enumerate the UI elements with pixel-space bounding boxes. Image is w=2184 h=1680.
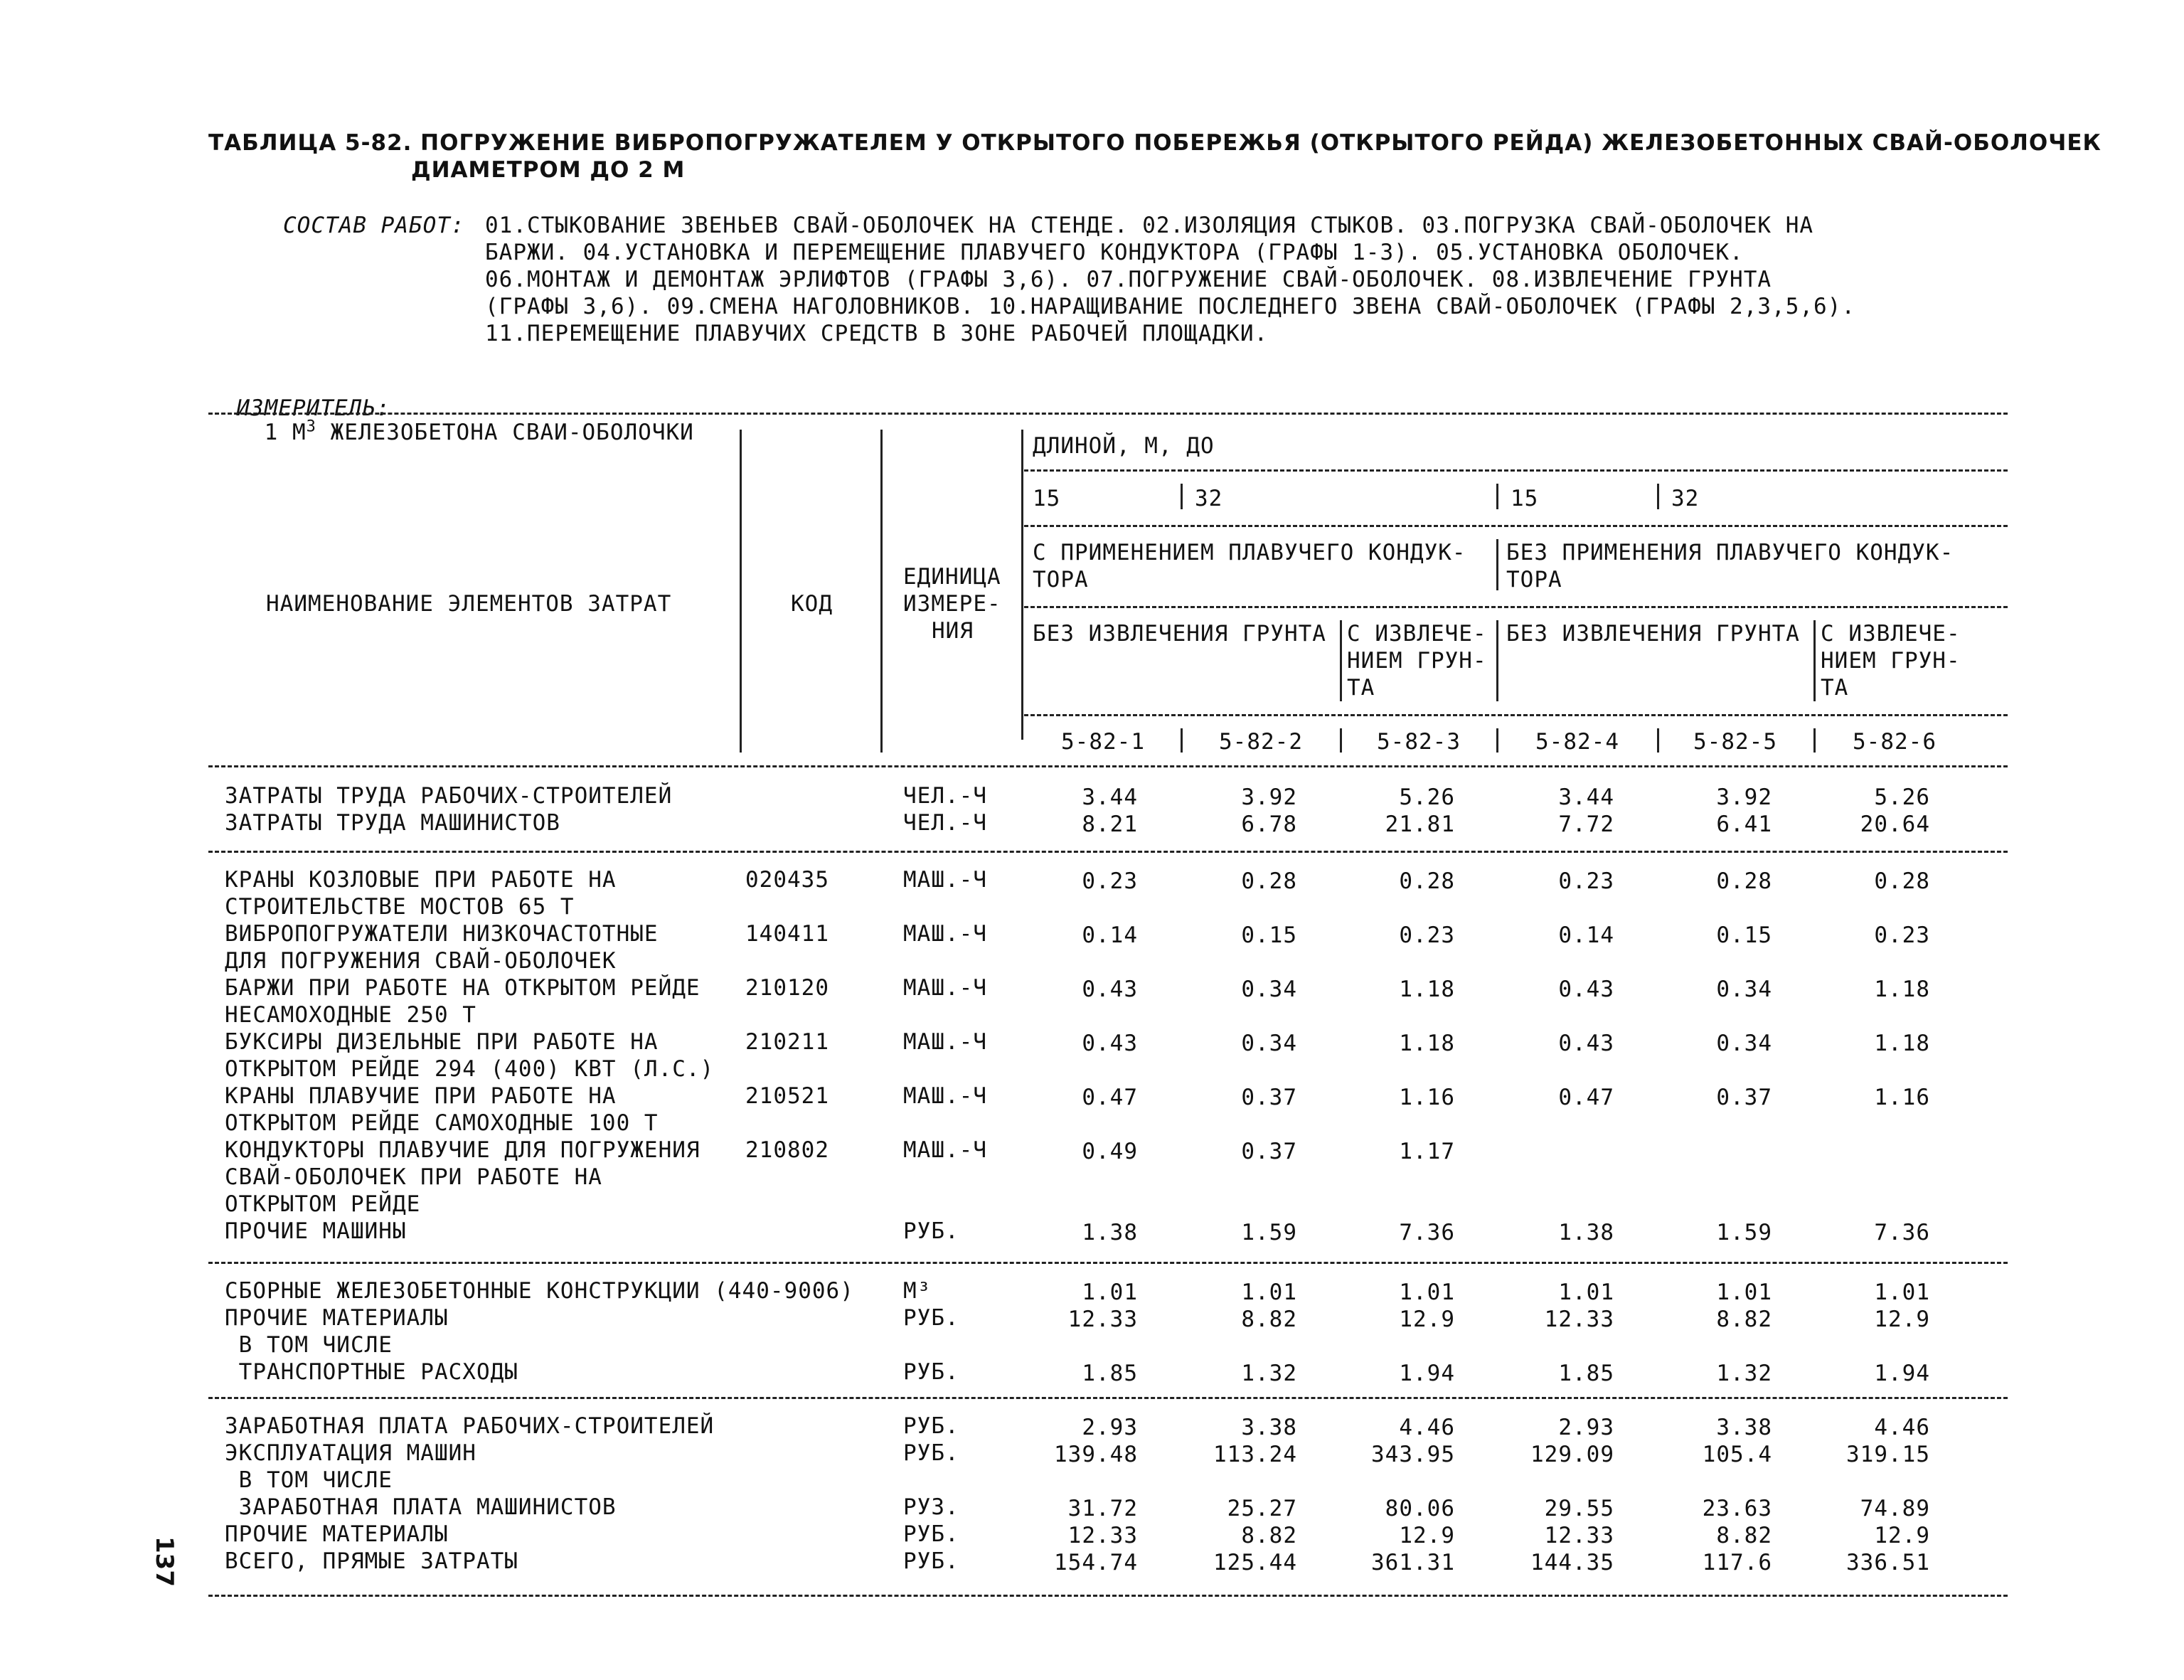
no-extraction-header: БЕЗ ИЗВЛЕЧЕНИЯ ГРУНТА <box>1033 621 1326 647</box>
cell-value: 1.32 <box>1716 1361 1772 1386</box>
cell-value: 8.82 <box>1241 1523 1297 1548</box>
cell-value: 154.74 <box>1054 1550 1138 1575</box>
section-rule <box>208 1595 2008 1597</box>
with-extraction-header: НИЕМ ГРУН- <box>1347 648 1487 674</box>
code-unit-separator <box>880 430 883 753</box>
cell-value: 0.34 <box>1241 977 1297 1002</box>
cell-value: 125.44 <box>1213 1550 1297 1575</box>
row-unit: РУБ. <box>903 1548 959 1574</box>
cell-value: 25.27 <box>1227 1496 1297 1521</box>
section-rule <box>208 1397 2008 1399</box>
table-title-line2: ДИАМЕТРОМ ДО 2 М <box>411 157 686 183</box>
cell-value: 1.85 <box>1082 1361 1138 1386</box>
column-code: 5-82-2 <box>1219 729 1303 755</box>
cell-value: 336.51 <box>1846 1550 1930 1575</box>
sostav-line: 01.СТЫКОВАНИЕ ЗВЕНЬЕВ СВАЙ-ОБОЛОЧЕК НА СТЕНДЕ. 02.ИЗОЛЯЦИЯ СТЫКОВ. 03.ПОГРУЗКА СВАЙ-ОБОЛОЧЕК НА <box>485 213 1814 238</box>
cell-value: 113.24 <box>1213 1442 1297 1467</box>
rule-top <box>208 413 2008 415</box>
cell-value: 0.34 <box>1241 1031 1297 1056</box>
length-label: ДЛИНОЙ, М, ДО <box>1033 433 1215 459</box>
cell-value: 0.23 <box>1399 923 1455 948</box>
column-code: 5-82-6 <box>1853 729 1937 755</box>
cell-value: 12.33 <box>1544 1307 1614 1332</box>
rule-under-lengths <box>1024 525 2008 527</box>
unit-values-separator <box>1021 430 1023 740</box>
row-unit: РУБ. <box>903 1359 959 1385</box>
cell-value: 0.14 <box>1558 923 1614 948</box>
cell-value: 29.55 <box>1544 1496 1614 1521</box>
unit-column-header: ИЗМЕРЕ- <box>903 591 1001 617</box>
cell-value: 3.38 <box>1716 1415 1772 1440</box>
cell-value: 0.37 <box>1241 1085 1297 1110</box>
row-name: СВАЙ-ОБОЛОЧЕК ПРИ РАБОТЕ НА <box>225 1164 602 1190</box>
cell-value: 1.18 <box>1399 1031 1455 1056</box>
row-name: ЗАРАБОТНАЯ ПЛАТА РАБОЧИХ-СТРОИТЕЛЕЙ <box>225 1413 715 1439</box>
column-code: 5-82-5 <box>1693 729 1777 755</box>
cell-value: 7.36 <box>1399 1220 1455 1245</box>
row-name: ЗАТРАТЫ ТРУДА РАБОЧИХ-СТРОИТЕЛЕЙ <box>225 783 673 809</box>
cell-value: 0.43 <box>1558 1031 1614 1056</box>
row-unit: МАШ.-Ч <box>903 1083 987 1109</box>
cell-value: 144.35 <box>1530 1550 1614 1575</box>
cell-value: 1.18 <box>1874 1031 1930 1056</box>
cell-value: 8.82 <box>1716 1307 1772 1332</box>
cell-value: 12.33 <box>1544 1523 1614 1548</box>
cell-value: 0.23 <box>1874 923 1930 948</box>
row-unit: РУБ. <box>903 1521 959 1547</box>
vertical-rule <box>1496 539 1498 590</box>
page-number: 137 <box>150 1536 179 1587</box>
column-code: 5-82-1 <box>1061 729 1145 755</box>
vertical-rule <box>1657 484 1659 509</box>
cell-value: 0.14 <box>1082 923 1138 948</box>
cell-value: 0.47 <box>1082 1085 1138 1110</box>
cell-value: 4.46 <box>1874 1415 1930 1440</box>
cell-value: 1.59 <box>1241 1220 1297 1245</box>
row-unit: РУБ. <box>903 1305 959 1331</box>
cell-value: 0.28 <box>1399 868 1455 894</box>
cell-value: 5.26 <box>1874 785 1930 810</box>
row-name: ПРОЧИЕ МАШИНЫ <box>225 1218 407 1244</box>
cell-value: 0.37 <box>1716 1085 1772 1110</box>
row-unit: МАШ.-Ч <box>903 1137 987 1163</box>
row-name: КРАНЫ КОЗЛОВЫЕ ПРИ РАБОТЕ НА <box>225 867 617 893</box>
cell-value: 3.44 <box>1082 785 1138 810</box>
row-code: 210120 <box>745 975 829 1001</box>
cell-value: 1.01 <box>1874 1280 1930 1305</box>
cell-value: 12.9 <box>1874 1523 1930 1548</box>
cell-value: 1.01 <box>1716 1280 1772 1305</box>
code-column-header: КОД <box>791 591 833 617</box>
cell-value: 3.38 <box>1241 1415 1297 1440</box>
cell-value: 0.28 <box>1241 868 1297 894</box>
vertical-rule <box>1813 620 1816 701</box>
cell-value: 1.94 <box>1874 1361 1930 1386</box>
length-value: 15 <box>1511 486 1539 511</box>
group-with-conductor: ТОРА <box>1033 567 1089 592</box>
cell-value: 105.4 <box>1702 1442 1772 1467</box>
with-extraction-header: НИЕМ ГРУН- <box>1821 648 1961 674</box>
row-unit: РУБ. <box>903 1440 959 1466</box>
row-unit: МАШ.-Ч <box>903 867 987 893</box>
sostav-line: (ГРАФЫ 3,6). 09.СМЕНА НАГОЛОВНИКОВ. 10.НАРАЩИВАНИЕ ПОСЛЕДНЕГО ЗВЕНА СВАЙ-ОБОЛОЧЕК (ГРАФЫ 2,3,5,6). <box>485 294 1856 319</box>
row-name: СТРОИТЕЛЬСТВЕ МОСТОВ 65 Т <box>225 894 575 920</box>
row-unit: МАШ.-Ч <box>903 921 987 947</box>
row-name: КРАНЫ ПЛАВУЧИЕ ПРИ РАБОТЕ НА <box>225 1083 617 1109</box>
cell-value: 12.9 <box>1399 1307 1455 1332</box>
table-title-line1: ТАБЛИЦА 5-82. ПОГРУЖЕНИЕ ВИБРОПОГРУЖАТЕЛЕМ У ОТКРЫТОГО ПОБЕРЕЖЬЯ (ОТКРЫТОГО РЕЙДА) ЖЕЛЕЗОБЕТОННЫХ СВАЙ-ОБОЛОЧЕК <box>208 130 2102 156</box>
cell-value: 6.78 <box>1241 812 1297 837</box>
cell-value: 3.92 <box>1716 785 1772 810</box>
cell-value: 0.43 <box>1558 977 1614 1002</box>
cell-value: 1.38 <box>1082 1220 1138 1245</box>
with-extraction-header: ТА <box>1821 675 1849 701</box>
cell-value: 1.16 <box>1399 1085 1455 1110</box>
cell-value: 0.23 <box>1558 868 1614 894</box>
code-separator <box>1813 728 1816 753</box>
unit-column-header: НИЯ <box>932 618 974 644</box>
cell-value: 8.21 <box>1082 812 1138 837</box>
vertical-rule <box>1340 620 1342 701</box>
column-code: 5-82-3 <box>1377 729 1461 755</box>
row-name: ВСЕГО, ПРЯМЫЕ ЗАТРАТЫ <box>225 1548 518 1574</box>
row-unit: ЧЕЛ.-Ч <box>903 810 987 836</box>
cell-value: 12.33 <box>1067 1307 1138 1332</box>
cell-value: 31.72 <box>1067 1496 1138 1521</box>
cell-value: 21.81 <box>1385 812 1455 837</box>
cell-value: 0.43 <box>1082 977 1138 1002</box>
unit-column-header: ЕДИНИЦА <box>903 564 1001 590</box>
row-name: ЗАТРАТЫ ТРУДА МАШИНИСТОВ <box>225 810 560 836</box>
sostav-line: 06.МОНТАЖ И ДЕМОНТАЖ ЭРЛИФТОВ (ГРАФЫ 3,6). 07.ПОГРУЖЕНИЕ СВАЙ-ОБОЛОЧЕК. 08.ИЗВЛЕЧЕНИЕ ГРУНТА <box>485 267 1772 292</box>
no-extraction-header: БЕЗ ИЗВЛЕЧЕНИЯ ГРУНТА <box>1506 621 1800 647</box>
cell-value: 0.15 <box>1241 923 1297 948</box>
rule-header-bottom <box>208 765 2008 767</box>
group-without-conductor: БЕЗ ПРИМЕНЕНИЯ ПЛАВУЧЕГО КОНДУК- <box>1506 540 1954 565</box>
cell-value: 0.15 <box>1716 923 1772 948</box>
row-name: БУКСИРЫ ДИЗЕЛЬНЫЕ ПРИ РАБОТЕ НА <box>225 1029 659 1055</box>
row-name: ТРАНСПОРТНЫЕ РАСХОДЫ <box>225 1359 518 1385</box>
row-name: БАРЖИ ПРИ РАБОТЕ НА ОТКРЫТОМ РЕЙДЕ <box>225 975 701 1001</box>
row-name: ОТКРЫТОМ РЕЙДЕ 294 (400) КВТ (Л.С.) <box>225 1056 715 1082</box>
cell-value: 8.82 <box>1716 1523 1772 1548</box>
cell-value: 5.26 <box>1399 785 1455 810</box>
row-name: КОНДУКТОРЫ ПЛАВУЧИЕ ДЛЯ ПОГРУЖЕНИЯ <box>225 1137 701 1163</box>
length-value: 32 <box>1195 486 1223 511</box>
row-unit: РУБ. <box>903 1218 959 1244</box>
sostav-line: 11.ПЕРЕМЕЩЕНИЕ ПЛАВУЧИХ СРЕДСТВ В ЗОНЕ РАБОЧЕЙ ПЛОЩАДКИ. <box>485 321 1269 346</box>
cell-value: 0.34 <box>1716 977 1772 1002</box>
rule-under-extraction <box>1024 714 2008 716</box>
cell-value: 1.17 <box>1399 1139 1455 1164</box>
cell-value: 0.28 <box>1716 868 1772 894</box>
cell-value: 319.15 <box>1846 1442 1930 1467</box>
cell-value: 2.93 <box>1558 1415 1614 1440</box>
sostav-line: БАРЖИ. 04.УСТАНОВКА И ПЕРЕМЕЩЕНИЕ ПЛАВУЧЕГО КОНДУКТОРА (ГРАФЫ 1-3). 05.УСТАНОВКА ОБОЛОЧЕК. <box>485 240 1744 265</box>
cell-value: 0.34 <box>1716 1031 1772 1056</box>
row-name: В ТОМ ЧИСЛЕ <box>225 1332 393 1358</box>
row-unit: М³ <box>903 1278 932 1304</box>
cell-value: 23.63 <box>1702 1496 1772 1521</box>
cell-value: 0.47 <box>1558 1085 1614 1110</box>
cell-value: 4.46 <box>1399 1415 1455 1440</box>
vertical-rule <box>1496 620 1498 701</box>
cell-value: 12.9 <box>1399 1523 1455 1548</box>
cell-value: 1.59 <box>1716 1220 1772 1245</box>
row-unit: МАШ.-Ч <box>903 1029 987 1055</box>
sostav-label: СОСТАВ РАБОТ: <box>283 213 465 238</box>
rule-under-length <box>1024 469 2008 472</box>
cell-value: 129.09 <box>1530 1442 1614 1467</box>
cell-value: 0.43 <box>1082 1031 1138 1056</box>
row-name: СБОРНЫЕ ЖЕЛЕЗОБЕТОННЫЕ КОНСТРУКЦИИ (440-9006) <box>225 1278 854 1304</box>
cell-value: 1.38 <box>1558 1220 1614 1245</box>
cell-value: 0.23 <box>1082 868 1138 894</box>
cell-value: 3.92 <box>1241 785 1297 810</box>
column-code: 5-82-4 <box>1535 729 1619 755</box>
cell-value: 20.64 <box>1860 812 1930 837</box>
cell-value: 80.06 <box>1385 1496 1455 1521</box>
section-rule <box>208 1262 2008 1264</box>
cell-value: 1.01 <box>1241 1280 1297 1305</box>
cell-value: 74.89 <box>1860 1496 1930 1521</box>
code-separator <box>1181 728 1183 753</box>
name-code-separator <box>740 430 742 753</box>
cell-value: 1.01 <box>1399 1280 1455 1305</box>
cell-value: 1.94 <box>1399 1361 1455 1386</box>
row-code: 140411 <box>745 921 829 947</box>
row-name: НЕСАМОХОДНЫЕ 250 Т <box>225 1002 476 1028</box>
cell-value: 8.82 <box>1241 1307 1297 1332</box>
with-extraction-header: С ИЗВЛЕЧЕ- <box>1347 621 1487 647</box>
izmeritel-value: 1 $М^3$ ЖЕЛЕЗОБЕТОНА СВАИ-ОБОЛОЧКИ <box>264 418 694 446</box>
cell-value: 0.49 <box>1082 1139 1138 1164</box>
row-name: ПРОЧИЕ МАТЕРИАЛЫ <box>225 1305 449 1331</box>
cell-value: 12.33 <box>1067 1523 1138 1548</box>
row-name: ОТКРЫТОМ РЕЙДЕ <box>225 1191 421 1217</box>
cell-value: 3.44 <box>1558 785 1614 810</box>
cell-value: 1.16 <box>1874 1085 1930 1110</box>
row-code: 210521 <box>745 1083 829 1109</box>
row-name: В ТОМ ЧИСЛЕ <box>225 1467 393 1493</box>
row-unit: ЧЕЛ.-Ч <box>903 783 987 809</box>
cell-value: 7.36 <box>1874 1220 1930 1245</box>
with-extraction-header: С ИЗВЛЕЧЕ- <box>1821 621 1961 647</box>
cell-value: 2.93 <box>1082 1415 1138 1440</box>
izmeritel-line <box>208 376 694 444</box>
row-name: ПРОЧИЕ МАТЕРИАЛЫ <box>225 1521 449 1547</box>
vertical-rule <box>1496 484 1498 509</box>
length-value: 15 <box>1033 486 1061 511</box>
izmeritel-label: ИЗМЕРИТЕЛЬ: <box>236 395 390 421</box>
cell-value: 343.95 <box>1371 1442 1455 1467</box>
section-rule <box>208 851 2008 853</box>
group-without-conductor: ТОРА <box>1506 567 1562 592</box>
row-name: ОТКРЫТОМ РЕЙДЕ САМОХОДНЫЕ 100 Т <box>225 1110 659 1136</box>
cell-value: 117.6 <box>1702 1550 1772 1575</box>
rule-under-groups <box>1024 606 2008 608</box>
cell-value: 1.85 <box>1558 1361 1614 1386</box>
row-code: 210802 <box>745 1137 829 1163</box>
cell-value: 1.01 <box>1558 1280 1614 1305</box>
cell-value: 139.48 <box>1054 1442 1138 1467</box>
code-separator <box>1340 728 1342 753</box>
cell-value: 6.41 <box>1716 812 1772 837</box>
cell-value: 361.31 <box>1371 1550 1455 1575</box>
cell-value: 7.72 <box>1558 812 1614 837</box>
row-name: ЭКСПЛУАТАЦИЯ МАШИН <box>225 1440 476 1466</box>
length-value: 32 <box>1671 486 1700 511</box>
row-unit: РУЗ. <box>903 1494 959 1520</box>
group-with-conductor: С ПРИМЕНЕНИЕМ ПЛАВУЧЕГО КОНДУК- <box>1033 540 1466 565</box>
cell-value: 0.37 <box>1241 1139 1297 1164</box>
cell-value: 1.18 <box>1399 977 1455 1002</box>
cell-value: 1.01 <box>1082 1280 1138 1305</box>
row-name: ЗАРАБОТНАЯ ПЛАТА МАШИНИСТОВ <box>225 1494 617 1520</box>
with-extraction-header: ТА <box>1347 675 1375 701</box>
cell-value: 1.18 <box>1874 977 1930 1002</box>
cell-value: 1.32 <box>1241 1361 1297 1386</box>
code-separator <box>1496 728 1498 753</box>
vertical-rule <box>1181 484 1183 509</box>
row-unit: РУБ. <box>903 1413 959 1439</box>
name-column-header: НАИМЕНОВАНИЕ ЭЛЕМЕНТОВ ЗАТРАТ <box>266 591 672 617</box>
row-code: 210211 <box>745 1029 829 1055</box>
cell-value: 0.28 <box>1874 868 1930 894</box>
code-separator <box>1657 728 1659 753</box>
cell-value: 12.9 <box>1874 1307 1930 1332</box>
row-code: 020435 <box>745 867 829 893</box>
row-name: ВИБРОПОГРУЖАТЕЛИ НИЗКОЧАСТОТНЫЕ <box>225 921 659 947</box>
row-name: ДЛЯ ПОГРУЖЕНИЯ СВАЙ-ОБОЛОЧЕК <box>225 948 617 974</box>
row-unit: МАШ.-Ч <box>903 975 987 1001</box>
